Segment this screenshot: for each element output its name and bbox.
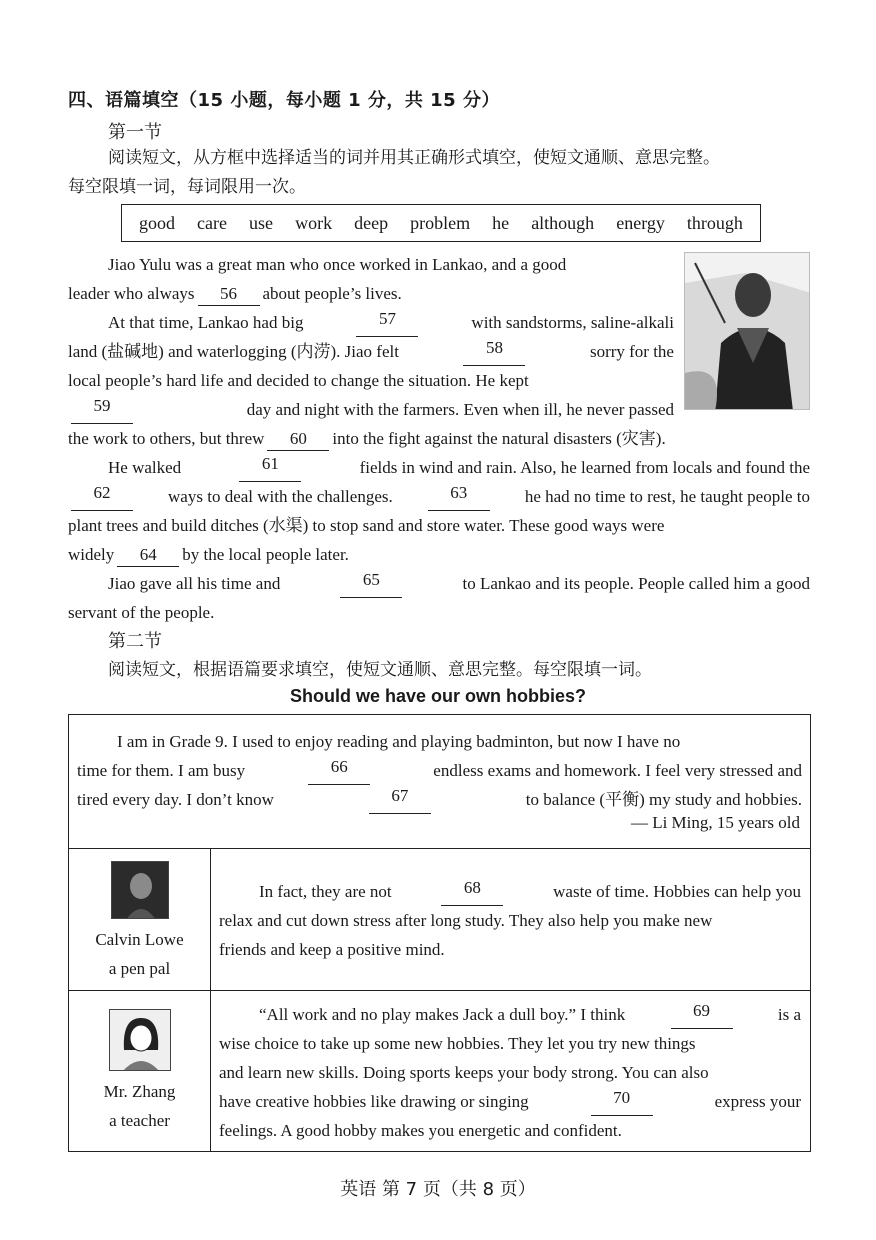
passage-text: In fact, they are not bbox=[259, 882, 392, 901]
calvin-avatar bbox=[111, 861, 169, 919]
li-ming-row bbox=[69, 715, 810, 849]
passage-text: to Lankao and its people. People called him a good bbox=[462, 574, 810, 593]
passage-line-inner bbox=[108, 569, 810, 598]
passage-line-inner bbox=[77, 785, 802, 814]
page-footer: 英语 第 7 页（共 8 页） bbox=[340, 1179, 536, 1200]
passage-line-inner bbox=[117, 727, 802, 756]
passage-line bbox=[219, 1116, 803, 1145]
passage-line bbox=[219, 877, 801, 906]
passage-line bbox=[219, 1087, 801, 1116]
passage-line bbox=[68, 569, 810, 598]
passage-text: about people’s lives. bbox=[262, 284, 402, 303]
passage-line-inner bbox=[259, 877, 801, 906]
passage-text: plant trees and build ditches (水渠) to stop sand and store water. These good ways were bbox=[68, 516, 665, 535]
passage-line-inner bbox=[77, 756, 802, 785]
calvin-role: a pen pal bbox=[108, 959, 171, 978]
passage-line bbox=[68, 395, 674, 424]
passage-line-inner bbox=[68, 395, 674, 424]
answer-blank-58[interactable]: 58 bbox=[463, 337, 525, 366]
calvin-row bbox=[69, 849, 810, 991]
passage-line bbox=[219, 935, 803, 964]
passage-text: express your bbox=[714, 1092, 801, 1111]
word-bank-box bbox=[121, 204, 761, 242]
passage-text: he had no time to rest, he taught people to bbox=[524, 487, 810, 506]
part1-instruction bbox=[68, 144, 818, 202]
passage-text: land (盐碱地) and waterlogging (内涝). Jiao felt bbox=[68, 342, 399, 361]
passage-line bbox=[68, 482, 810, 511]
passage-line-inner bbox=[219, 906, 801, 935]
passage-text: sorry for the bbox=[589, 342, 674, 361]
li-ming-text bbox=[77, 727, 802, 814]
passage-line bbox=[68, 540, 810, 569]
passage-line-inner bbox=[68, 337, 674, 366]
part2-title: Should we have our own hobbies? bbox=[289, 686, 586, 706]
zhang-name: Mr. Zhang bbox=[103, 1082, 176, 1101]
zhang-text bbox=[219, 1000, 803, 1160]
word-bank-item: through bbox=[686, 212, 743, 233]
zhang-row bbox=[69, 991, 810, 1151]
word-bank-item: deep bbox=[354, 212, 389, 233]
passage-text: fields in wind and rain. Also, he learned from locals and found the bbox=[359, 458, 810, 477]
passage-line bbox=[219, 1000, 801, 1029]
passage-text: have creative hobbies like drawing or singing bbox=[219, 1092, 529, 1111]
word-bank-item: care bbox=[197, 212, 228, 233]
zhang-avatar-graphic bbox=[110, 1010, 171, 1071]
calvin-name: Calvin Lowe bbox=[95, 930, 184, 949]
passage-line bbox=[68, 337, 674, 366]
passage-line bbox=[77, 785, 802, 814]
passage-line-inner bbox=[108, 453, 810, 482]
answer-blank-65[interactable]: 65 bbox=[340, 569, 402, 598]
answer-blank-67[interactable]: 67 bbox=[369, 785, 431, 814]
passage-line bbox=[77, 756, 802, 785]
passage-text: is a bbox=[777, 1005, 801, 1024]
passage-text: endless exams and homework. I feel very stressed and bbox=[433, 761, 802, 780]
jiao-yulu-photo-graphic bbox=[685, 253, 810, 410]
passage-line bbox=[77, 727, 802, 756]
passage-text: by the local people later. bbox=[182, 545, 349, 564]
answer-blank-59[interactable]: 59 bbox=[71, 395, 133, 424]
answer-blank-69[interactable]: 69 bbox=[671, 1000, 733, 1029]
passage-line bbox=[68, 453, 810, 482]
passage-line bbox=[68, 598, 810, 627]
passage-text: He walked bbox=[108, 458, 182, 477]
answer-blank-70[interactable]: 70 bbox=[591, 1087, 653, 1116]
word-bank-item: use bbox=[249, 212, 274, 233]
answer-blank-66[interactable]: 66 bbox=[308, 756, 370, 785]
part2-label: 第二节 bbox=[108, 631, 162, 652]
calvin-avatar-graphic bbox=[112, 862, 169, 919]
passage-line-inner bbox=[219, 1087, 801, 1116]
passage-text: wise choice to take up some new hobbies. They let you try new things bbox=[219, 1034, 696, 1053]
passage-line-inner bbox=[219, 1029, 801, 1058]
word-bank-item: energy bbox=[616, 212, 665, 233]
passage-text: to balance (平衡) my study and hobbies. bbox=[525, 790, 802, 809]
answer-blank-61[interactable]: 61 bbox=[239, 453, 301, 482]
passage-text: time for them. I am busy bbox=[77, 761, 246, 780]
passage-text: friends and keep a positive mind. bbox=[219, 940, 445, 959]
answer-blank-62[interactable]: 62 bbox=[71, 482, 133, 511]
passage-text: Jiao gave all his time and bbox=[108, 574, 281, 593]
passage-line bbox=[219, 906, 801, 935]
passage-text: with sandstorms, saline-alkali bbox=[471, 313, 674, 332]
li-ming-signature: — Li Ming, 15 years old bbox=[630, 813, 800, 832]
passage-text: leader who always bbox=[68, 284, 195, 303]
passage-line bbox=[68, 511, 810, 540]
passage-text: and learn new skills. Doing sports keeps your body strong. You can also bbox=[219, 1063, 709, 1082]
answer-blank-64[interactable]: 64 bbox=[117, 544, 179, 567]
word-bank-item: although bbox=[531, 212, 595, 233]
passage-text: Jiao Yulu was a great man who once worked in Lankao, and a good bbox=[108, 255, 567, 274]
part2-instruction: 阅读短文，根据语篇要求填空，使短文通顺、意思完整。每空限填一词。 bbox=[108, 660, 652, 680]
zhang-role: a teacher bbox=[109, 1111, 170, 1130]
passage-text: tired every day. I don’t know bbox=[77, 790, 274, 809]
passage-line-inner bbox=[219, 1058, 801, 1087]
answer-blank-60[interactable]: 60 bbox=[267, 428, 329, 451]
passage-line-inner bbox=[108, 308, 674, 337]
word-bank-item: work bbox=[295, 212, 333, 233]
calvin-profile bbox=[69, 849, 211, 990]
answer-blank-63[interactable]: 63 bbox=[428, 482, 490, 511]
passage-text: waste of time. Hobbies can help you bbox=[553, 882, 801, 901]
passage-line bbox=[68, 308, 674, 337]
passage-text: ways to deal with the challenges. bbox=[168, 487, 393, 506]
section-heading: 四、语篇填空（15 小题，每小题 1 分，共 15 分） bbox=[68, 90, 500, 111]
passage-text: servant of the people. bbox=[68, 603, 215, 622]
zhang-avatar bbox=[109, 1009, 171, 1071]
part1-instruction-line2: 每空限填一词，每词限用一次。 bbox=[68, 177, 306, 197]
word-bank-item: problem bbox=[410, 212, 471, 233]
answer-blank-68[interactable]: 68 bbox=[441, 877, 503, 906]
passage-text: the work to others, but threw bbox=[68, 429, 265, 448]
part1-instruction-line1: 阅读短文，从方框中选择适当的词并用其正确形式填空，使短文通顺、意思完整。 bbox=[108, 148, 720, 168]
passage-line bbox=[219, 1029, 801, 1058]
passage-text: “All work and no play makes Jack a dull boy.” I think bbox=[259, 1005, 626, 1024]
passage-text: into the fight against the natural disasters (灾害). bbox=[332, 429, 666, 448]
passage-text: widely bbox=[68, 545, 115, 564]
passage-text: I am in Grade 9. I used to enjoy reading and playing badminton, but now I have no bbox=[117, 732, 681, 751]
hobby-table bbox=[68, 714, 811, 1152]
passage-line-inner bbox=[259, 1000, 801, 1029]
word-bank-item: he bbox=[492, 212, 510, 233]
passage-text: At that time, Lankao had big bbox=[108, 313, 304, 332]
passage-text: local people’s hard life and decided to change the situation. He kept bbox=[68, 371, 529, 390]
passage-line bbox=[68, 424, 810, 453]
passage-line bbox=[219, 1058, 801, 1087]
part1-label: 第一节 bbox=[108, 122, 162, 143]
answer-blank-56[interactable]: 56 bbox=[198, 283, 260, 306]
jiao-yulu-photo bbox=[684, 252, 810, 410]
answer-blank-57[interactable]: 57 bbox=[356, 308, 418, 337]
passage-text: day and night with the farmers. Even when ill, he never passed bbox=[246, 400, 674, 419]
passage-text: feelings. A good hobby makes you energetic and confident. bbox=[219, 1121, 622, 1140]
word-bank-item: good bbox=[139, 212, 176, 233]
zhang-profile bbox=[69, 991, 211, 1151]
passage-line-inner bbox=[68, 482, 810, 511]
passage-text: relax and cut down stress after long study. They also help you make new bbox=[219, 911, 713, 930]
